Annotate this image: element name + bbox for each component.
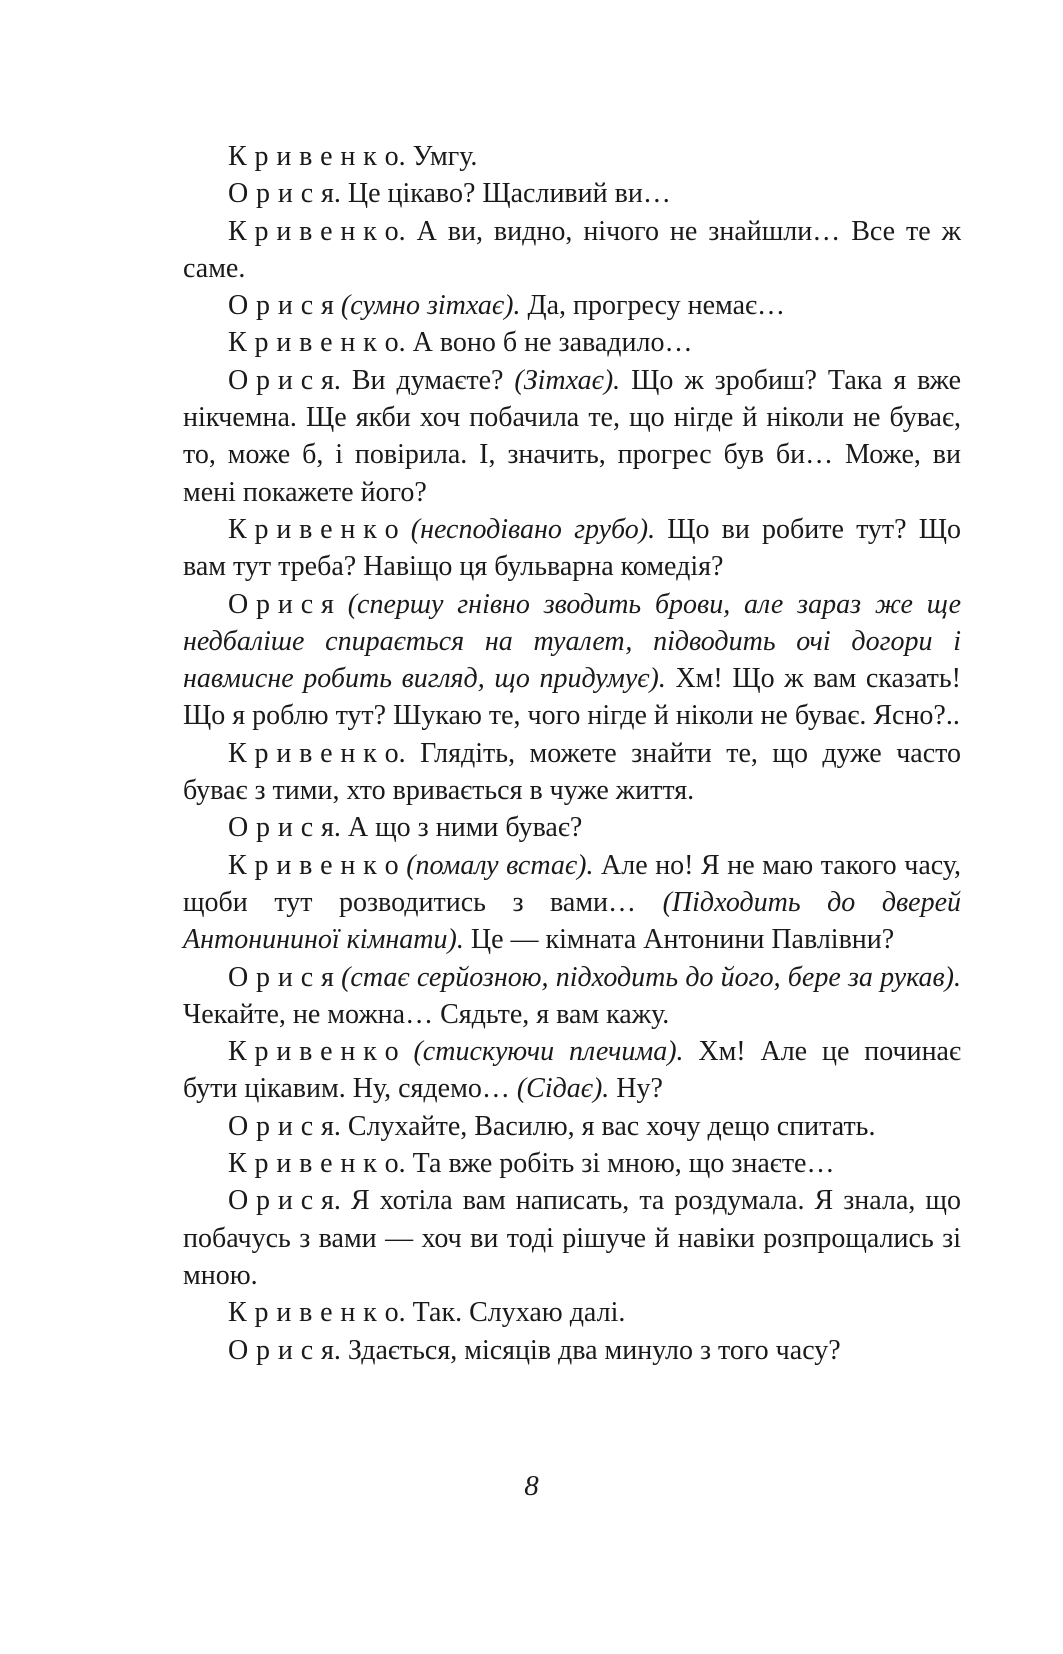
speaker-name: Кривенко: [228, 849, 399, 881]
speaker-name: Орися: [228, 588, 334, 620]
dialogue-text: . Здається, місяців два минуло з того часу?: [333, 1334, 841, 1366]
speaker-name: Орися: [228, 812, 334, 844]
dialogue-text: Це — кімната Антонини Павлівни?: [463, 924, 895, 956]
dialogue-text: . А що з ними буває?: [333, 812, 583, 844]
dialogue-text: [334, 290, 341, 321]
dialogue-text: [334, 589, 348, 620]
dialogue-text: . Та вже робіть зі мною, що знаєте…: [398, 1148, 835, 1180]
dialogue-text: Ну?: [609, 1073, 663, 1105]
dialogue-paragraph: [183, 1332, 961, 1369]
speaker-name: Кривенко: [228, 737, 399, 769]
speaker-name: Орися: [228, 290, 334, 322]
dialogue-text: Але но! Я не маю такого часу, щоби тут розводитись з вами…: [183, 849, 961, 918]
dialogue-paragraph: [183, 138, 961, 175]
speaker-name: Кривенко: [228, 1036, 399, 1068]
dialogue-paragraph: [183, 511, 961, 586]
dialogue-text: Що ж зробиш? Така я вже нікчемна. Ще якби хоч побачила те, що нігде й ніколи не буває, то, може б, і повірила. І, значить, прогрес був би… Може, ви мені покажете його?: [183, 364, 961, 508]
dialogue-paragraph: [183, 213, 961, 288]
dialogue-paragraph: [183, 1294, 961, 1331]
speaker-name: Кривенко: [228, 1297, 399, 1329]
dialogue-text: . А воно б не завадило…: [398, 327, 693, 359]
speaker-name: Орися: [228, 1110, 334, 1142]
speaker-name: Орися: [228, 1185, 334, 1217]
speaker-name: Кривенко: [228, 513, 399, 545]
dialogue-paragraph: [183, 959, 961, 1034]
dialogue-paragraph: [183, 324, 961, 361]
stage-direction: (помалу встає).: [406, 849, 594, 881]
page-number: 8: [524, 1470, 539, 1502]
dialogue-text: . А ви, видно, нічого не знайшли… Все те ж саме.: [183, 215, 961, 284]
dialogue-text: [334, 962, 341, 993]
stage-direction: (сумно зітхає).: [340, 290, 521, 322]
stage-direction: (спершу гнівно зводить брови, але зараз же ще недбаліше спирається на туалет, підводить очі догори і навмисне робить вигляд, що придумує).: [183, 588, 961, 695]
dialogue-paragraph: [183, 809, 961, 846]
dialogue-text: Чекайте, не можна… Сядьте, я вам кажу.: [183, 998, 670, 1030]
dialogue-paragraph: [183, 1108, 961, 1145]
speaker-name: Орися: [228, 961, 334, 993]
speaker-name: Орися: [228, 364, 334, 396]
dialogue-paragraph: [183, 586, 961, 735]
speaker-name: Кривенко: [228, 215, 399, 247]
dialogue-paragraph: [183, 1145, 961, 1182]
dialogue-text: . Умгу.: [398, 141, 478, 172]
dialogue-text: . Я хотіла вам написать, та роздумала. Я знала, що побачусь з вами — хоч ви тоді рішуче й навіки розпрощались зі мною.: [183, 1185, 961, 1291]
dialogue-text: [399, 1036, 414, 1067]
dialogue-text: Хм! Але це починає бути цікавим. Ну, сядемо…: [183, 1036, 961, 1105]
dialogue-text: . Ви думаєте?: [333, 364, 515, 396]
stage-direction: (Підходить до дверей Антонининої кімнати).: [183, 886, 961, 956]
dialogue-text: Да, прогресу немає…: [520, 290, 786, 322]
dialogue-paragraph: [183, 847, 961, 959]
dialogue-paragraph: [183, 1182, 961, 1294]
dialogue-text: . Слухайте, Василю, я вас хочу дещо спитать.: [333, 1110, 876, 1142]
speaker-name: Кривенко: [228, 141, 399, 172]
page-text-body: [183, 138, 961, 1369]
dialogue-paragraph: [183, 1033, 961, 1108]
dialogue-paragraph: [183, 735, 961, 810]
stage-direction: (несподівано грубо).: [410, 513, 656, 545]
dialogue-paragraph: [183, 175, 961, 212]
dialogue-paragraph: [183, 362, 961, 511]
dialogue-text: Що ви робите тут? Що вам тут треба? Навіщо ця бульварна комедія?: [183, 513, 961, 583]
stage-direction: (стає серйозною, підходить до його, бере за рукав).: [341, 961, 962, 993]
speaker-name: Кривенко: [228, 327, 399, 359]
dialogue-text: [399, 514, 411, 545]
dialogue-paragraph: [183, 287, 961, 324]
speaker-name: Орися: [228, 1334, 334, 1366]
dialogue-text: . Це цікаво? Щасливий ви…: [333, 178, 671, 210]
stage-direction: (Сідає).: [516, 1073, 610, 1105]
stage-direction: (стискуючи плечима).: [413, 1036, 684, 1068]
stage-direction: (Зітхає).: [514, 364, 621, 396]
speaker-name: Орися: [228, 178, 334, 210]
dialogue-text: . Глядіть, можете знайти те, що дуже часто буває з тими, хто вривається в чуже життя.: [183, 737, 961, 807]
speaker-name: Кривенко: [228, 1148, 399, 1180]
dialogue-text: Хм! Що ж вам сказать! Що я роблю тут? Шукаю те, чого нігде й ніколи не буває. Ясно?..: [183, 663, 961, 732]
dialogue-text: . Так. Слухаю далі.: [398, 1297, 626, 1329]
